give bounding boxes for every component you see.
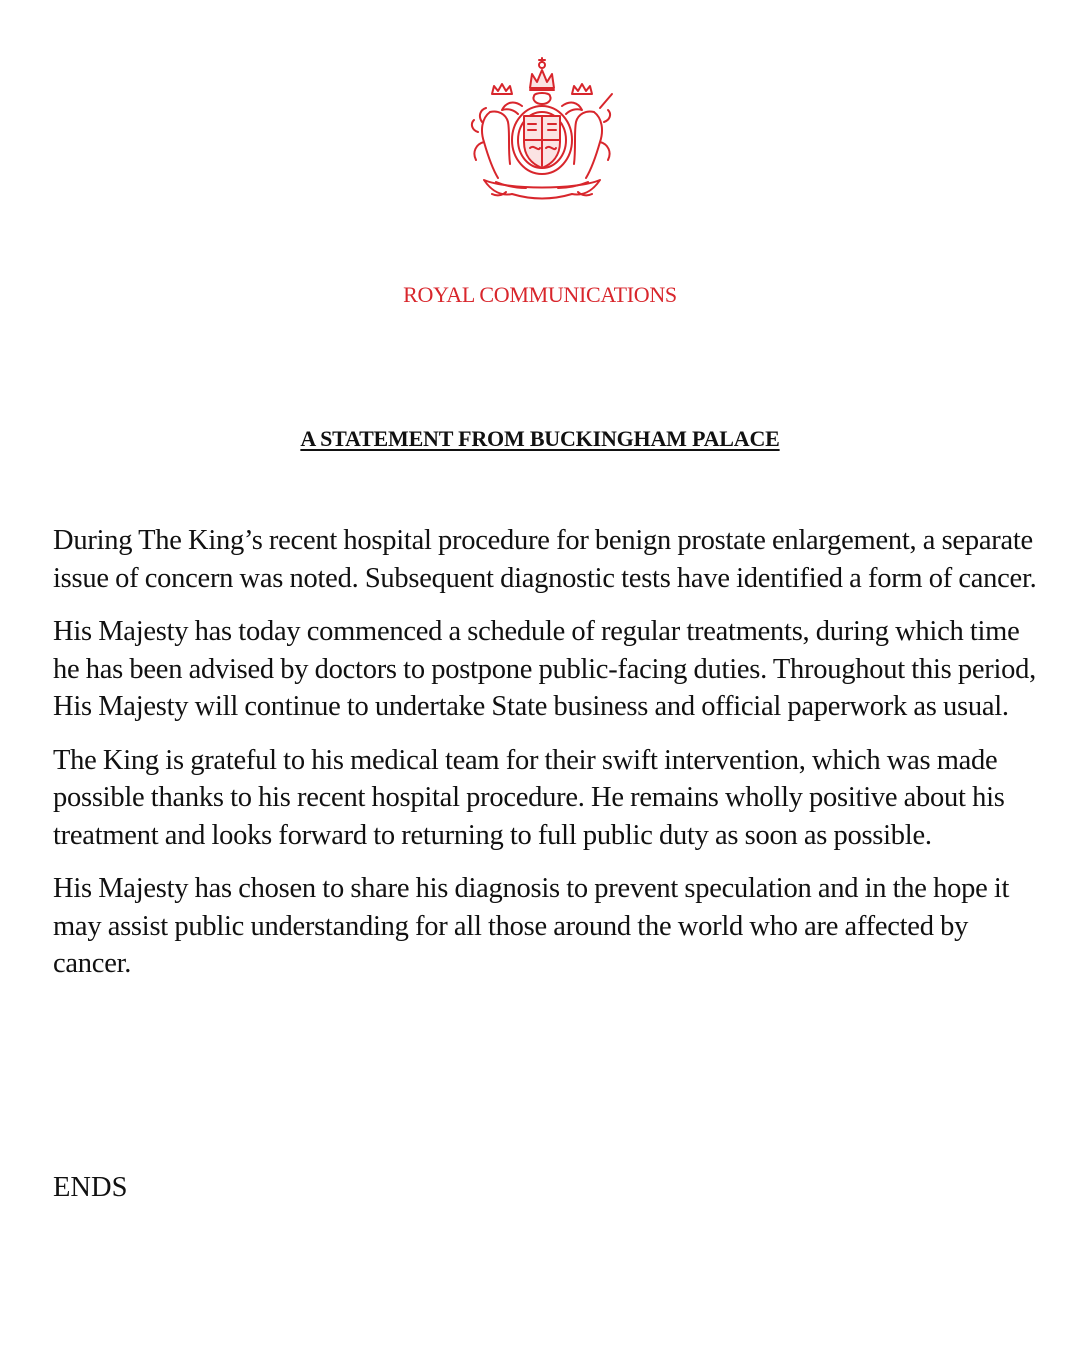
royal-crest-icon [462, 52, 622, 202]
statement-paragraph: His Majesty has today commenced a schedule of regular treatments, during which time he has been advised by doctors to postpone public-facing duties. Throughout this period, His Majesty will continue to undertake State business and official paperwork as usual. [53, 616, 1037, 722]
closing-marker: ENDS [53, 1172, 128, 1203]
statement-paragraph: His Majesty has chosen to share his diagnosis to prevent speculation and in the hope it may assist public understanding for all those around the world who are affected by cancer. [53, 873, 1010, 979]
office-name: ROYAL COMMUNICATIONS [403, 282, 677, 307]
statement-body [53, 522, 1043, 999]
statement-paragraph: During The King’s recent hospital procedure for benign prostate enlargement, a separate issue of concern was noted. Subsequent diagnostic tests have identified a form of cancer. [53, 525, 1037, 594]
statement-paragraph: The King is grateful to his medical team for their swift intervention, which was made possible thanks to his recent hospital procedure. He remains wholly positive about his treatment and looks forward to returning to full public duty as soon as possible. [53, 744, 1005, 851]
statement-title: A STATEMENT FROM BUCKINGHAM PALACE [300, 426, 780, 451]
